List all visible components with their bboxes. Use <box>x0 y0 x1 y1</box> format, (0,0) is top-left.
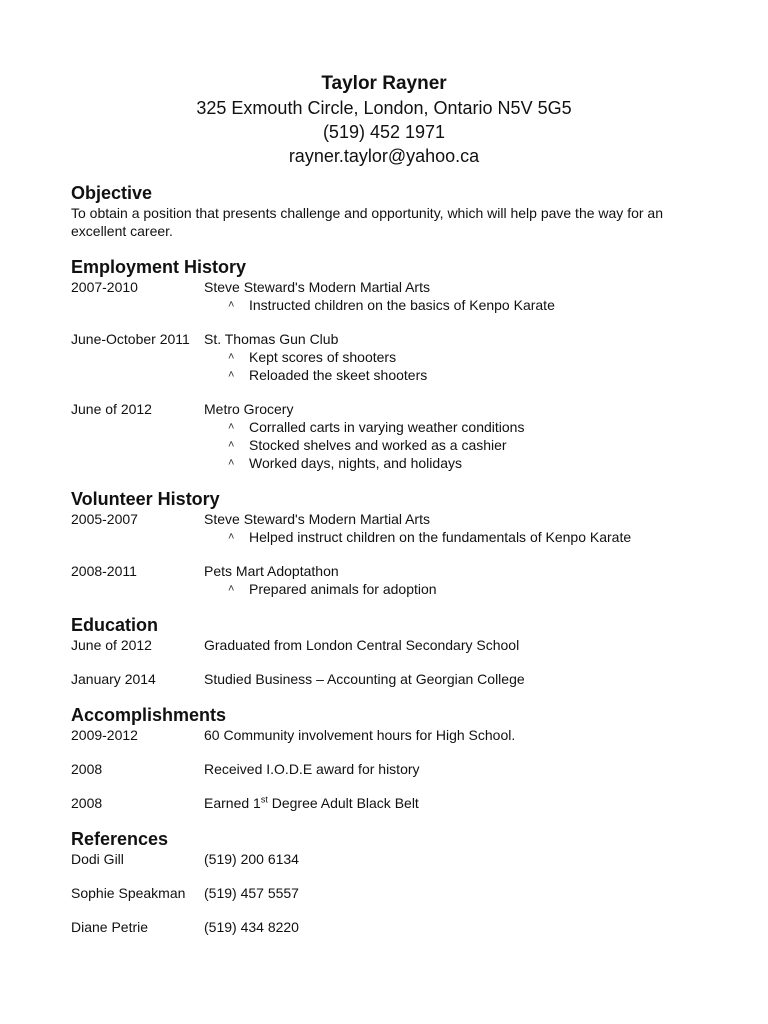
reference-name: Dodi Gill <box>71 851 124 867</box>
list-item: ˄ Prepared animals for adoption <box>228 581 437 597</box>
entry-organization: Steve Steward's Modern Martial Arts <box>204 279 430 295</box>
list-item: ˄ Reloaded the skeet shooters <box>228 367 428 383</box>
entry-date: 2009-2012 <box>71 727 138 743</box>
reference-entry <box>71 850 711 868</box>
triangle-arrow-bullet-icon: ˄ <box>228 299 235 311</box>
entry-description: Earned 1st Degree Adult Black Belt <box>204 794 419 811</box>
entry-date: June of 2012 <box>71 401 152 417</box>
volunteer-heading: Volunteer History <box>71 489 220 509</box>
entry-date: 2008 <box>71 795 103 811</box>
entry-organization: Metro Grocery <box>204 401 294 417</box>
education-entry <box>71 636 711 654</box>
entry-date: June-October 2011 <box>71 331 190 347</box>
entry-organization: Steve Steward's Modern Martial Arts <box>204 511 430 527</box>
employment-entry <box>71 278 711 314</box>
entry-date: 2008-2011 <box>71 563 137 579</box>
accomplishment-entry <box>71 760 711 778</box>
objective-heading: Objective <box>71 183 153 203</box>
reference-name: Sophie Speakman <box>71 885 186 901</box>
applicant-name: Taylor Rayner <box>321 73 447 94</box>
triangle-arrow-bullet-icon: ˄ <box>228 439 235 451</box>
reference-entry <box>71 918 711 936</box>
reference-phone: (519) 434 8220 <box>204 919 299 935</box>
reference-entry <box>71 884 711 902</box>
triangle-arrow-bullet-icon: ˄ <box>228 583 235 595</box>
entry-description: Graduated from London Central Secondary School <box>204 637 520 653</box>
volunteer-entry <box>71 510 711 546</box>
address: 325 Exmouth Circle, London, Ontario N5V 5G5 <box>196 98 572 118</box>
triangle-arrow-bullet-icon: ˄ <box>228 351 235 363</box>
entry-date: June of 2012 <box>71 637 152 653</box>
entry-date: 2005-2007 <box>71 511 138 527</box>
employment-heading: Employment History <box>71 257 247 277</box>
entry-description: Studied Business – Accounting at Georgian College <box>204 671 525 687</box>
triangle-arrow-bullet-icon: ˄ <box>228 531 235 543</box>
accomplishment-entry <box>71 726 711 744</box>
accomplishment-entry <box>71 794 711 812</box>
list-item: ˄ Instructed children on the basics of Kenpo Karate <box>228 297 555 313</box>
objective-text: To obtain a position that presents challenge and opportunity, which will help pave the way for an excellent career. <box>71 205 663 239</box>
list-item: ˄ Worked days, nights, and holidays <box>228 455 462 471</box>
references-heading: References <box>71 829 169 849</box>
reference-phone: (519) 200 6134 <box>204 851 299 867</box>
list-item: ˄ Helped instruct children on the fundamentals of Kenpo Karate <box>228 529 632 545</box>
education-entry <box>71 670 711 688</box>
employment-entry <box>71 330 711 384</box>
entry-description: Received I.O.D.E award for history <box>204 761 420 777</box>
accomplishments-heading: Accomplishments <box>71 705 227 725</box>
volunteer-entry <box>71 562 711 598</box>
triangle-arrow-bullet-icon: ˄ <box>228 457 235 469</box>
triangle-arrow-bullet-icon: ˄ <box>228 369 235 381</box>
employment-entry <box>71 400 711 472</box>
entry-date: January 2014 <box>71 671 156 687</box>
entry-date: 2007-2010 <box>71 279 138 295</box>
list-item: ˄ Stocked shelves and worked as a cashier <box>228 437 507 453</box>
email-address: rayner.taylor@yahoo.ca <box>288 146 480 166</box>
list-item: ˄ Corralled carts in varying weather conditions <box>228 419 525 435</box>
triangle-arrow-bullet-icon: ˄ <box>228 421 235 433</box>
entry-date: 2008 <box>71 761 103 777</box>
resume-body <box>71 182 711 936</box>
education-heading: Education <box>71 615 159 635</box>
entry-description: 60 Community involvement hours for High School. <box>204 727 516 743</box>
resume-header <box>0 72 768 168</box>
reference-phone: (519) 457 5557 <box>204 885 299 901</box>
entry-organization: St. Thomas Gun Club <box>204 331 339 347</box>
entry-organization: Pets Mart Adoptathon <box>204 563 339 579</box>
phone-number: (519) 452 1971 <box>322 122 446 142</box>
list-item: ˄ Kept scores of shooters <box>228 349 397 365</box>
reference-name: Diane Petrie <box>71 919 149 935</box>
